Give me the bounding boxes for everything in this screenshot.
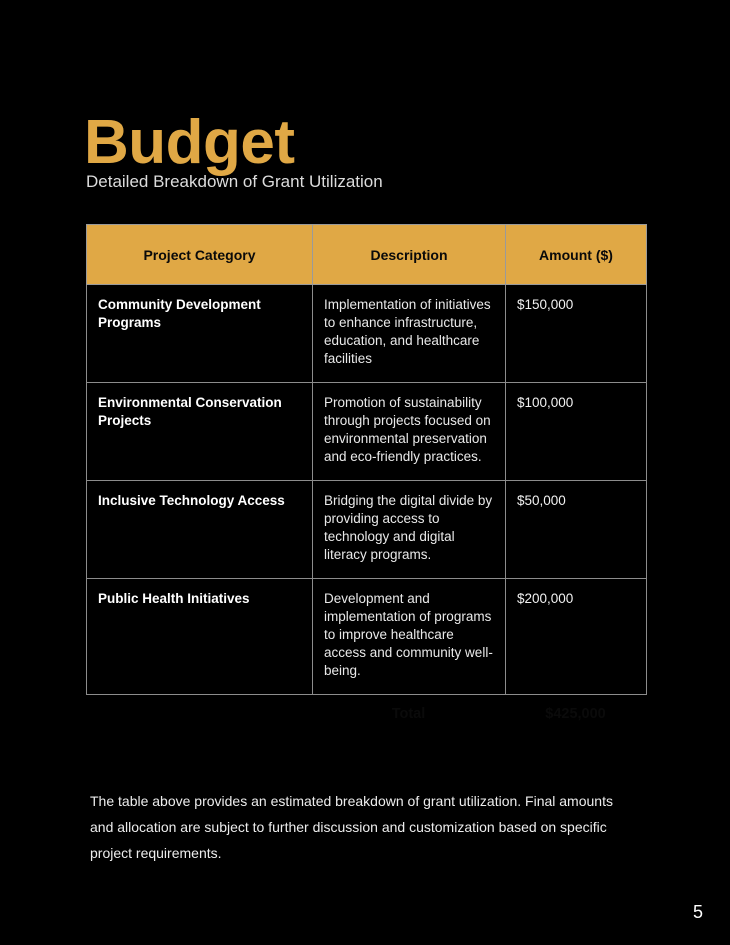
footer-note: The table above provides an estimated breakdown of grant utilization. Final amounts and allocation are subject to further discussion and customization based on specific project requirements. [90, 793, 613, 861]
cell-description: Implementation of initiatives to enhance infrastructure, education, and healthcare facilities [313, 285, 506, 383]
total-label: Total [313, 695, 506, 743]
table-body [87, 285, 647, 743]
cell-category: Public Health Initiatives [87, 579, 313, 695]
table-header-row [87, 225, 647, 285]
table-row [87, 285, 647, 383]
cell-amount: $150,000 [506, 285, 647, 383]
budget-table [86, 224, 647, 743]
table-row [87, 579, 647, 695]
cell-category: Community Development Programs [87, 285, 313, 383]
table-total-row [87, 695, 647, 743]
table-header [87, 225, 647, 285]
budget-table-container [86, 224, 646, 743]
column-header-description: Description [313, 225, 506, 285]
cell-category: Environmental Conservation Projects [87, 383, 313, 481]
column-header-amount: Amount ($) [506, 225, 647, 285]
cell-amount: $50,000 [506, 481, 647, 579]
cell-description: Bridging the digital divide by providing access to technology and digital literacy programs. [313, 481, 506, 579]
cell-description: Promotion of sustainability through projects focused on environmental preservation and eco-friendly practices. [313, 383, 506, 481]
table-row [87, 481, 647, 579]
cell-amount: $100,000 [506, 383, 647, 481]
table-row [87, 383, 647, 481]
cell-amount: $200,000 [506, 579, 647, 695]
total-amount: $425,000 [506, 695, 647, 743]
page-number: 5 [692, 902, 703, 922]
cell-category: Inclusive Technology Access [87, 481, 313, 579]
column-header-category: Project Category [87, 225, 313, 285]
total-empty-cell [87, 695, 313, 743]
page-subtitle: Detailed Breakdown of Grant Utilization [86, 172, 383, 191]
page-title: Budget [84, 107, 295, 177]
cell-description: Development and implementation of programs to improve healthcare access and community well-being. [313, 579, 506, 695]
